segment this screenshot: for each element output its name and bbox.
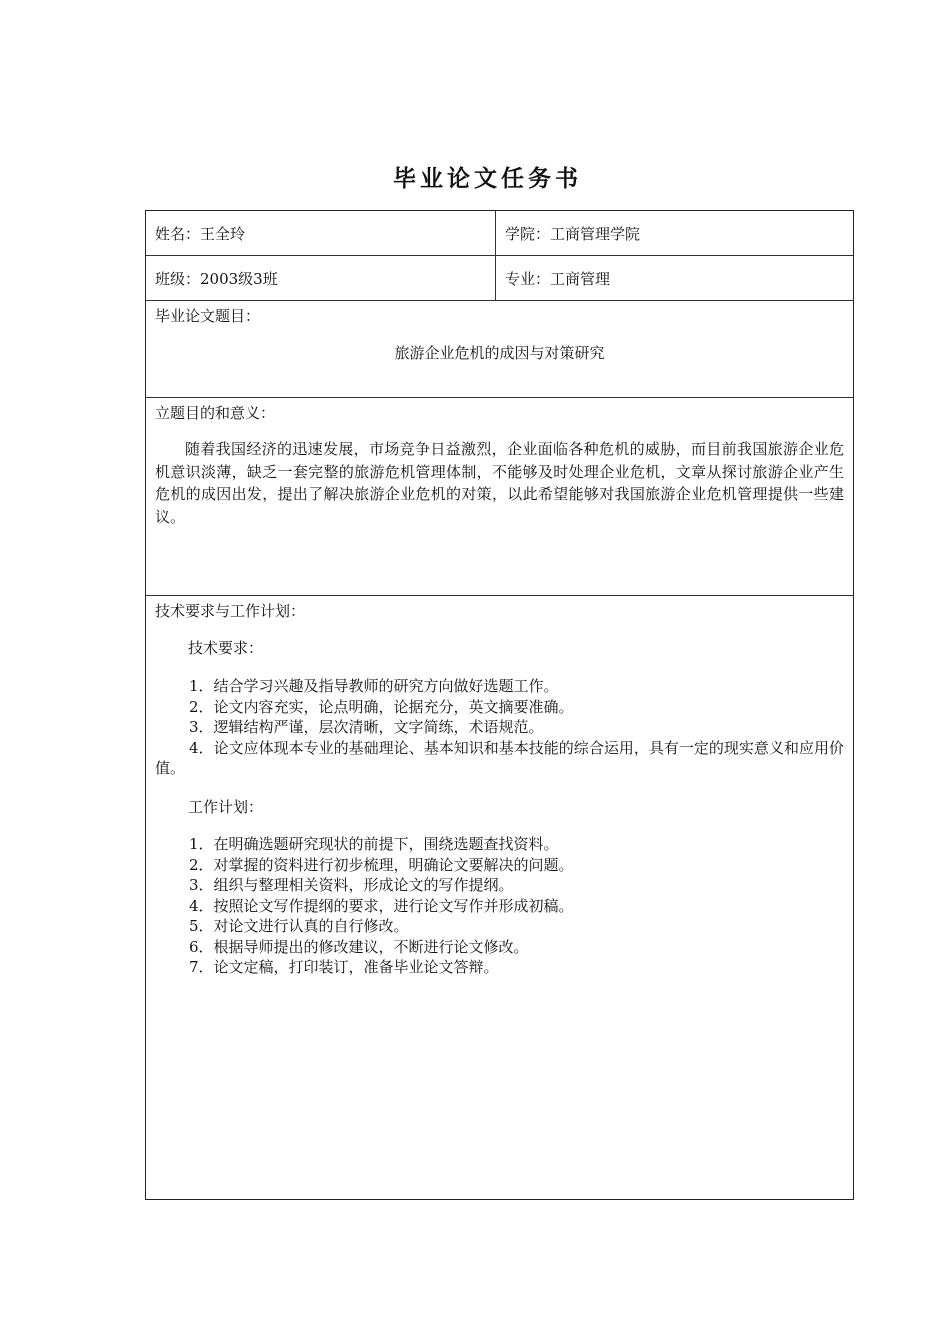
row-class-major: [146, 256, 853, 301]
tech-list: [155, 676, 844, 779]
list-item: 1．结合学习兴趣及指导教师的研究方向做好选题工作。: [189, 677, 559, 695]
work-list: [155, 834, 844, 978]
list-item: 2．论文内容充实，论点明确，论据充分，英文摘要准确。: [189, 697, 574, 716]
row-name-college: [146, 211, 853, 256]
purpose-text: 随着我国经济的迅速发展，市场竞争日益激烈，企业面临各种危机的威胁，而目前我国旅游企业危机意识淡薄，缺乏一套完整的旅游危机管理体制，不能够及时处理企业危机，文章从探讨旅游企业产生危机的成因出发，提出了解决旅游企业危机的对策，以此希望能够对我国旅游企业危机管理提供一些建议。: [155, 440, 844, 526]
topic-label: 毕业论文题目：: [155, 307, 261, 325]
tech-label: 技术要求：: [188, 639, 264, 657]
purpose-label: 立题目的和意义：: [155, 404, 276, 422]
list-item: 3．组织与整理相关资料，形成论文的写作提纲。: [189, 876, 514, 894]
college-field: 学院：工商管理学院: [505, 224, 641, 243]
page-title: 毕业论文任务书: [393, 166, 582, 192]
plan-section: [146, 596, 853, 1199]
plan-label: 技术要求与工作计划：: [155, 602, 306, 620]
list-item: 4．按照论文写作提纲的要求，进行论文写作并形成初稿。: [189, 896, 574, 915]
list-item: 6．根据导师提出的修改建议，不断进行论文修改。: [189, 937, 529, 956]
list-item: 4．论文应体现本专业的基础理论、基本知识和基本技能的综合运用，具有一定的现实意义和应用价值。: [155, 738, 844, 777]
work-label: 工作计划：: [188, 798, 264, 816]
list-item: 3．逻辑结构严谨，层次清晰，文字简练，术语规范。: [189, 718, 544, 736]
purpose-section: [146, 398, 853, 596]
list-item: 7．论文定稿，打印装订，准备毕业论文答辩。: [189, 958, 499, 976]
list-item: 5．对论文进行认真的自行修改。: [189, 917, 409, 935]
list-item: 2．对掌握的资料进行初步梳理，明确论文要解决的问题。: [189, 855, 574, 874]
class-field: 班级：2003级3班: [146, 256, 496, 300]
task-form: [145, 210, 854, 1200]
name-field: 姓名：王全玲: [146, 211, 496, 255]
topic-value: 旅游企业危机的成因与对策研究: [394, 344, 605, 362]
topic-section: [146, 301, 853, 398]
major-field: 专业：工商管理: [505, 269, 611, 288]
list-item: 1．在明确选题研究现状的前提下，围绕选题查找资料。: [189, 835, 559, 853]
